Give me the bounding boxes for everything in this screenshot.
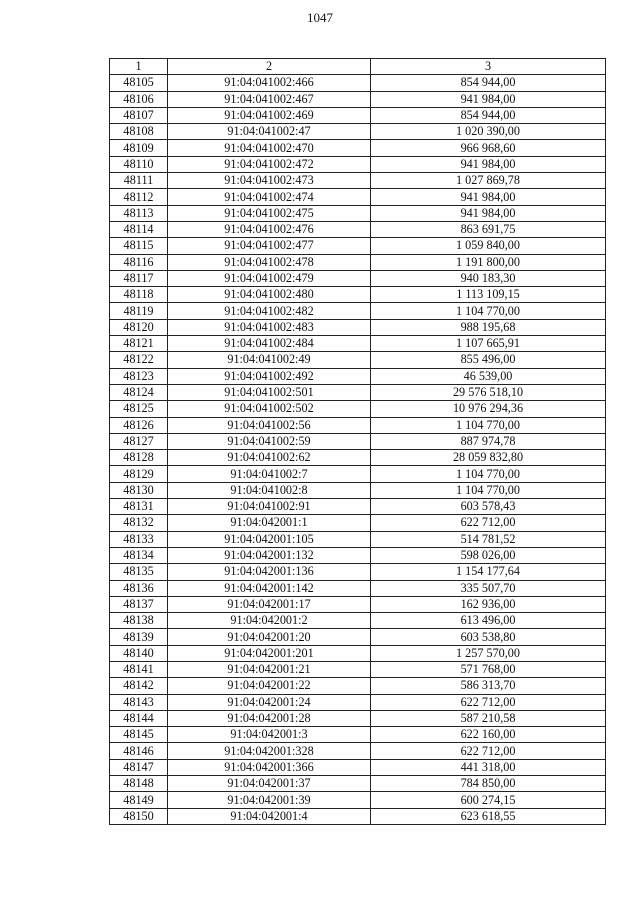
cadastral-number-cell: 91:04:042001:136 bbox=[168, 564, 371, 580]
value-cell: 863 691,75 bbox=[371, 221, 606, 237]
table-row bbox=[110, 629, 606, 645]
cadastral-number-cell: 91:04:042001:37 bbox=[168, 776, 371, 792]
cadastral-number-cell: 91:04:042001:21 bbox=[168, 661, 371, 677]
cadastral-number-cell: 91:04:041002:480 bbox=[168, 287, 371, 303]
table-row bbox=[110, 727, 606, 743]
table-row bbox=[110, 710, 606, 726]
table-row bbox=[110, 254, 606, 270]
cadastral-number-cell: 91:04:042001:1 bbox=[168, 515, 371, 531]
cadastral-number-cell: 91:04:042001:4 bbox=[168, 808, 371, 824]
value-cell: 1 027 869,78 bbox=[371, 173, 606, 189]
row-number-cell: 48144 bbox=[110, 710, 168, 726]
row-number-cell: 48135 bbox=[110, 564, 168, 580]
value-cell: 335 507,70 bbox=[371, 580, 606, 596]
value-cell: 46 539,00 bbox=[371, 368, 606, 384]
row-number-cell: 48128 bbox=[110, 450, 168, 466]
table-row bbox=[110, 547, 606, 563]
value-cell: 613 496,00 bbox=[371, 613, 606, 629]
table-row bbox=[110, 173, 606, 189]
row-number-cell: 48119 bbox=[110, 303, 168, 319]
row-number-cell: 48143 bbox=[110, 694, 168, 710]
cadastral-number-cell: 91:04:041002:469 bbox=[168, 107, 371, 123]
cadastral-number-cell: 91:04:041002:472 bbox=[168, 156, 371, 172]
cadastral-number-cell: 91:04:042001:142 bbox=[168, 580, 371, 596]
table-row bbox=[110, 808, 606, 824]
value-cell: 1 113 109,15 bbox=[371, 287, 606, 303]
cadastral-number-cell: 91:04:041002:473 bbox=[168, 173, 371, 189]
cadastral-number-cell: 91:04:042001:328 bbox=[168, 743, 371, 759]
value-cell: 1 104 770,00 bbox=[371, 466, 606, 482]
cadastral-number-cell: 91:04:042001:39 bbox=[168, 792, 371, 808]
row-number-cell: 48109 bbox=[110, 140, 168, 156]
row-number-cell: 48132 bbox=[110, 515, 168, 531]
cadastral-number-cell: 91:04:042001:201 bbox=[168, 645, 371, 661]
row-number-cell: 48112 bbox=[110, 189, 168, 205]
row-number-cell: 48113 bbox=[110, 205, 168, 221]
row-number-cell: 48106 bbox=[110, 91, 168, 107]
cadastral-number-cell: 91:04:041002:7 bbox=[168, 466, 371, 482]
table-row bbox=[110, 580, 606, 596]
row-number-cell: 48124 bbox=[110, 384, 168, 400]
table-row bbox=[110, 303, 606, 319]
cadastral-number-cell: 91:04:042001:105 bbox=[168, 531, 371, 547]
row-number-cell: 48122 bbox=[110, 352, 168, 368]
cadastral-number-cell: 91:04:041002:470 bbox=[168, 140, 371, 156]
value-cell: 603 578,43 bbox=[371, 499, 606, 515]
value-cell: 514 781,52 bbox=[371, 531, 606, 547]
page-number: 1047 bbox=[307, 10, 333, 25]
value-cell: 988 195,68 bbox=[371, 319, 606, 335]
row-number-cell: 48120 bbox=[110, 319, 168, 335]
table-row bbox=[110, 564, 606, 580]
table-row bbox=[110, 270, 606, 286]
row-number-cell: 48136 bbox=[110, 580, 168, 596]
table-row bbox=[110, 205, 606, 221]
cadastral-number-cell: 91:04:041002:474 bbox=[168, 189, 371, 205]
value-cell: 622 160,00 bbox=[371, 727, 606, 743]
cadastral-number-cell: 91:04:041002:478 bbox=[168, 254, 371, 270]
row-number-cell: 48129 bbox=[110, 466, 168, 482]
value-cell: 854 944,00 bbox=[371, 107, 606, 123]
table-row bbox=[110, 694, 606, 710]
cadastral-number-cell: 91:04:042001:366 bbox=[168, 759, 371, 775]
table-row bbox=[110, 238, 606, 254]
value-cell: 571 768,00 bbox=[371, 661, 606, 677]
table-body bbox=[110, 75, 606, 825]
value-cell: 1 059 840,00 bbox=[371, 238, 606, 254]
cadastral-number-cell: 91:04:042001:3 bbox=[168, 727, 371, 743]
table-row bbox=[110, 466, 606, 482]
cadastral-number-cell: 91:04:041002:56 bbox=[168, 417, 371, 433]
table-row bbox=[110, 156, 606, 172]
cadastral-number-cell: 91:04:041002:484 bbox=[168, 336, 371, 352]
row-number-cell: 48150 bbox=[110, 808, 168, 824]
value-cell: 1 104 770,00 bbox=[371, 303, 606, 319]
cadastral-number-cell: 91:04:041002:467 bbox=[168, 91, 371, 107]
value-cell: 623 618,55 bbox=[371, 808, 606, 824]
cadastral-number-cell: 91:04:041002:466 bbox=[168, 75, 371, 91]
value-cell: 1 191 800,00 bbox=[371, 254, 606, 270]
row-number-cell: 48107 bbox=[110, 107, 168, 123]
column-header-2: 2 bbox=[168, 59, 371, 75]
value-cell: 622 712,00 bbox=[371, 515, 606, 531]
row-number-cell: 48105 bbox=[110, 75, 168, 91]
table-row bbox=[110, 352, 606, 368]
row-number-cell: 48115 bbox=[110, 238, 168, 254]
cadastral-number-cell: 91:04:042001:2 bbox=[168, 613, 371, 629]
value-cell: 600 274,15 bbox=[371, 792, 606, 808]
table-row bbox=[110, 417, 606, 433]
value-cell: 162 936,00 bbox=[371, 596, 606, 612]
table-row bbox=[110, 221, 606, 237]
cadastral-number-cell: 91:04:041002:475 bbox=[168, 205, 371, 221]
table-row bbox=[110, 678, 606, 694]
cadastral-number-cell: 91:04:041002:502 bbox=[168, 401, 371, 417]
table-header-row bbox=[110, 59, 606, 75]
cadastral-number-cell: 91:04:041002:492 bbox=[168, 368, 371, 384]
cadastral-number-cell: 91:04:041002:483 bbox=[168, 319, 371, 335]
row-number-cell: 48142 bbox=[110, 678, 168, 694]
value-cell: 28 059 832,80 bbox=[371, 450, 606, 466]
value-cell: 941 984,00 bbox=[371, 91, 606, 107]
value-cell: 1 107 665,91 bbox=[371, 336, 606, 352]
row-number-cell: 48116 bbox=[110, 254, 168, 270]
row-number-cell: 48130 bbox=[110, 482, 168, 498]
table-row bbox=[110, 661, 606, 677]
table-row bbox=[110, 75, 606, 91]
cadastral-number-cell: 91:04:042001:20 bbox=[168, 629, 371, 645]
cadastral-number-cell: 91:04:041002:47 bbox=[168, 124, 371, 140]
value-cell: 603 538,80 bbox=[371, 629, 606, 645]
table-row bbox=[110, 792, 606, 808]
row-number-cell: 48133 bbox=[110, 531, 168, 547]
table-row bbox=[110, 759, 606, 775]
row-number-cell: 48148 bbox=[110, 776, 168, 792]
row-number-cell: 48149 bbox=[110, 792, 168, 808]
table-row bbox=[110, 401, 606, 417]
row-number-cell: 48108 bbox=[110, 124, 168, 140]
table-row bbox=[110, 189, 606, 205]
value-cell: 855 496,00 bbox=[371, 352, 606, 368]
cadastral-number-cell: 91:04:041002:49 bbox=[168, 352, 371, 368]
cadastral-number-cell: 91:04:042001:17 bbox=[168, 596, 371, 612]
value-cell: 29 576 518,10 bbox=[371, 384, 606, 400]
value-cell: 887 974,78 bbox=[371, 433, 606, 449]
cadastral-number-cell: 91:04:041002:8 bbox=[168, 482, 371, 498]
value-cell: 598 026,00 bbox=[371, 547, 606, 563]
cadastral-number-cell: 91:04:041002:59 bbox=[168, 433, 371, 449]
value-cell: 854 944,00 bbox=[371, 75, 606, 91]
table-row bbox=[110, 613, 606, 629]
data-table bbox=[109, 58, 606, 825]
table-row bbox=[110, 450, 606, 466]
row-number-cell: 48125 bbox=[110, 401, 168, 417]
table-row bbox=[110, 482, 606, 498]
row-number-cell: 48111 bbox=[110, 173, 168, 189]
column-header-1: 1 bbox=[110, 59, 168, 75]
row-number-cell: 48127 bbox=[110, 433, 168, 449]
row-number-cell: 48147 bbox=[110, 759, 168, 775]
row-number-cell: 48131 bbox=[110, 499, 168, 515]
cadastral-number-cell: 91:04:041002:501 bbox=[168, 384, 371, 400]
column-header-3: 3 bbox=[371, 59, 606, 75]
value-cell: 622 712,00 bbox=[371, 694, 606, 710]
value-cell: 940 183,30 bbox=[371, 270, 606, 286]
row-number-cell: 48146 bbox=[110, 743, 168, 759]
cadastral-number-cell: 91:04:041002:476 bbox=[168, 221, 371, 237]
row-number-cell: 48139 bbox=[110, 629, 168, 645]
row-number-cell: 48126 bbox=[110, 417, 168, 433]
row-number-cell: 48121 bbox=[110, 336, 168, 352]
value-cell: 1 154 177,64 bbox=[371, 564, 606, 580]
value-cell: 441 318,00 bbox=[371, 759, 606, 775]
table-row bbox=[110, 107, 606, 123]
table-row bbox=[110, 515, 606, 531]
table-row bbox=[110, 743, 606, 759]
table-row bbox=[110, 91, 606, 107]
cadastral-number-cell: 91:04:041002:482 bbox=[168, 303, 371, 319]
value-cell: 586 313,70 bbox=[371, 678, 606, 694]
value-cell: 10 976 294,36 bbox=[371, 401, 606, 417]
row-number-cell: 48141 bbox=[110, 661, 168, 677]
table-row bbox=[110, 596, 606, 612]
value-cell: 941 984,00 bbox=[371, 205, 606, 221]
table-row bbox=[110, 776, 606, 792]
value-cell: 587 210,58 bbox=[371, 710, 606, 726]
table-row bbox=[110, 645, 606, 661]
cadastral-number-cell: 91:04:041002:479 bbox=[168, 270, 371, 286]
table-row bbox=[110, 140, 606, 156]
row-number-cell: 48138 bbox=[110, 613, 168, 629]
value-cell: 1 104 770,00 bbox=[371, 417, 606, 433]
table-row bbox=[110, 384, 606, 400]
table-row bbox=[110, 319, 606, 335]
cadastral-number-cell: 91:04:042001:132 bbox=[168, 547, 371, 563]
table-row bbox=[110, 499, 606, 515]
row-number-cell: 48145 bbox=[110, 727, 168, 743]
cadastral-number-cell: 91:04:041002:62 bbox=[168, 450, 371, 466]
value-cell: 941 984,00 bbox=[371, 156, 606, 172]
value-cell: 1 257 570,00 bbox=[371, 645, 606, 661]
value-cell: 1 020 390,00 bbox=[371, 124, 606, 140]
row-number-cell: 48118 bbox=[110, 287, 168, 303]
row-number-cell: 48137 bbox=[110, 596, 168, 612]
row-number-cell: 48134 bbox=[110, 547, 168, 563]
value-cell: 622 712,00 bbox=[371, 743, 606, 759]
value-cell: 941 984,00 bbox=[371, 189, 606, 205]
table-row bbox=[110, 368, 606, 384]
cadastral-number-cell: 91:04:041002:91 bbox=[168, 499, 371, 515]
cadastral-number-cell: 91:04:041002:477 bbox=[168, 238, 371, 254]
value-cell: 1 104 770,00 bbox=[371, 482, 606, 498]
row-number-cell: 48140 bbox=[110, 645, 168, 661]
cadastral-number-cell: 91:04:042001:22 bbox=[168, 678, 371, 694]
row-number-cell: 48117 bbox=[110, 270, 168, 286]
row-number-cell: 48114 bbox=[110, 221, 168, 237]
value-cell: 784 850,00 bbox=[371, 776, 606, 792]
table-row bbox=[110, 287, 606, 303]
cadastral-number-cell: 91:04:042001:28 bbox=[168, 710, 371, 726]
table-row bbox=[110, 531, 606, 547]
cadastral-number-cell: 91:04:042001:24 bbox=[168, 694, 371, 710]
table-row bbox=[110, 433, 606, 449]
value-cell: 966 968,60 bbox=[371, 140, 606, 156]
table-row bbox=[110, 336, 606, 352]
row-number-cell: 48123 bbox=[110, 368, 168, 384]
row-number-cell: 48110 bbox=[110, 156, 168, 172]
table-row bbox=[110, 124, 606, 140]
